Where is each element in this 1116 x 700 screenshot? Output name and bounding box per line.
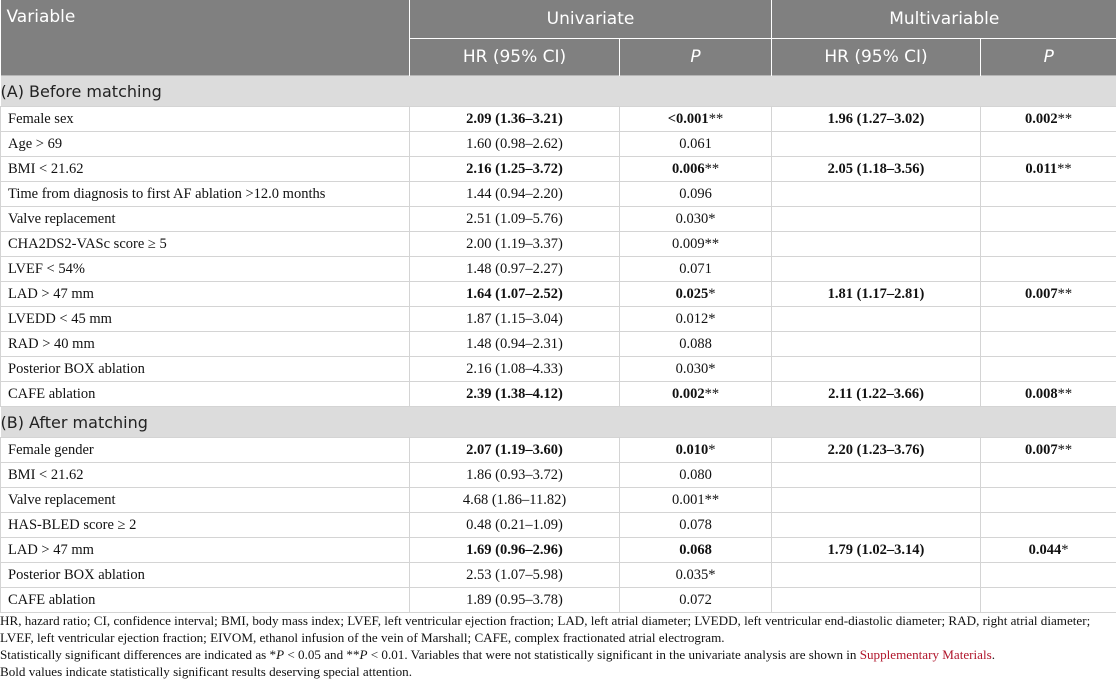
table-row [1,332,1116,357]
univariate-p-cell: 0.025* [620,282,772,307]
variable-cell: CAFE ablation [1,588,410,613]
univariate-hr-cell: 1.60 (0.98–2.62) [410,132,620,157]
multivariable-p-cell: 0.011** [981,157,1116,182]
multivariable-hr-cell [772,588,981,613]
multivariable-p-cell [981,463,1116,488]
multivariable-p-cell: 0.002** [981,107,1116,132]
multivariable-hr-cell [772,463,981,488]
multivariable-hr-cell [772,132,981,157]
multivariable-p-cell [981,488,1116,513]
table-row [1,382,1116,407]
variable-cell: LVEDD < 45 mm [1,307,410,332]
univariate-p-cell: 0.068 [620,538,772,563]
section-header [1,407,1116,438]
table-row [1,488,1116,513]
univariate-p-cell: 0.096 [620,182,772,207]
header-row-1 [1,0,1116,39]
variable-cell: CAFE ablation [1,382,410,407]
table-row [1,182,1116,207]
table-row [1,107,1116,132]
multivariable-p-cell [981,307,1116,332]
univariate-p-cell: 0.061 [620,132,772,157]
multivariable-hr-cell [772,488,981,513]
univariate-hr-cell: 1.48 (0.97–2.27) [410,257,620,282]
variable-cell: BMI < 21.62 [1,463,410,488]
multivariable-p-cell: 0.044* [981,538,1116,563]
table-row [1,282,1116,307]
univariate-hr-cell: 2.39 (1.38–4.12) [410,382,620,407]
univariate-p-cell: 0.030* [620,357,772,382]
univariate-hr-cell: 2.53 (1.07–5.98) [410,563,620,588]
univariate-p-cell: 0.080 [620,463,772,488]
variable-cell: LAD > 47 mm [1,282,410,307]
multivariable-hr-cell: 1.81 (1.17–2.81) [772,282,981,307]
univariate-hr-cell: 2.07 (1.19–3.60) [410,438,620,463]
univariate-hr-cell: 1.64 (1.07–2.52) [410,282,620,307]
variable-cell: Age > 69 [1,132,410,157]
multivariable-hr-cell: 2.11 (1.22–3.66) [772,382,981,407]
univariate-p-cell: 0.072 [620,588,772,613]
table-row [1,513,1116,538]
table-row [1,307,1116,332]
univariate-hr-cell: 1.69 (0.96–2.96) [410,538,620,563]
univariate-hr-cell: 2.00 (1.19–3.37) [410,232,620,257]
multivariable-p-cell [981,182,1116,207]
multivariable-hr-cell [772,257,981,282]
multivariable-p-cell [981,207,1116,232]
header-uni-p: P [620,39,772,76]
univariate-hr-cell: 4.68 (1.86–11.82) [410,488,620,513]
univariate-hr-cell: 1.48 (0.94–2.31) [410,332,620,357]
multivariable-p-cell [981,357,1116,382]
variable-cell: Valve replacement [1,207,410,232]
header-multi-p: P [1043,47,1054,67]
variable-cell: BMI < 21.62 [1,157,410,182]
variable-cell: Female gender [1,438,410,463]
multivariable-hr-cell: 1.79 (1.02–3.14) [772,538,981,563]
variable-cell: Posterior BOX ablation [1,357,410,382]
univariate-p-cell: 0.071 [620,257,772,282]
header-uni-hr: HR (95% CI) [410,39,620,76]
header-variable: Variable [1,0,410,76]
table-row [1,538,1116,563]
table-row [1,563,1116,588]
univariate-p-cell: 0.001** [620,488,772,513]
variable-cell: LAD > 47 mm [1,538,410,563]
multivariable-hr-cell [772,513,981,538]
multivariable-hr-cell [772,332,981,357]
table-footnotes [0,612,1116,680]
multivariable-hr-cell: 1.96 (1.27–3.02) [772,107,981,132]
multivariable-hr-cell [772,563,981,588]
multivariable-p-cell [981,513,1116,538]
header-multivariable: Multivariable [772,0,1116,39]
multivariable-p-cell [981,232,1116,257]
section-header [1,76,1116,107]
univariate-p-cell: 0.088 [620,332,772,357]
univariate-hr-cell: 2.51 (1.09–5.76) [410,207,620,232]
variable-cell: CHA2DS2-VASc score ≥ 5 [1,232,410,257]
multivariable-p-cell [981,132,1116,157]
table-row [1,132,1116,157]
variable-cell: HAS-BLED score ≥ 2 [1,513,410,538]
univariate-p-cell: <0.001** [620,107,772,132]
table-row [1,357,1116,382]
variable-cell: Valve replacement [1,488,410,513]
univariate-hr-cell: 2.16 (1.08–4.33) [410,357,620,382]
univariate-hr-cell: 2.16 (1.25–3.72) [410,157,620,182]
multivariable-hr-cell [772,232,981,257]
header-multi-hr: HR (95% CI) [772,39,981,76]
table-row [1,588,1116,613]
multivariable-p-cell [981,588,1116,613]
section-title: (A) Before matching [1,76,1116,107]
table-row [1,463,1116,488]
univariate-p-cell: 0.002** [620,382,772,407]
table-row [1,438,1116,463]
multivariable-hr-cell [772,307,981,332]
supplementary-materials-link[interactable]: Supplementary Materials [859,647,992,662]
table-row [1,257,1116,282]
multivariable-hr-cell [772,357,981,382]
univariate-hr-cell: 0.48 (0.21–1.09) [410,513,620,538]
univariate-hr-cell: 1.87 (1.15–3.04) [410,307,620,332]
table-row [1,207,1116,232]
univariate-p-cell: 0.078 [620,513,772,538]
multivariable-hr-cell: 2.20 (1.23–3.76) [772,438,981,463]
univariate-p-cell: 0.009** [620,232,772,257]
univariate-p-cell: 0.030* [620,207,772,232]
variable-cell: Female sex [1,107,410,132]
significance-note: Statistically significant differences are indicated as *P < 0.05 and **P < 0.01. Variables that were not statistically significant in the univariate analysis are shown in Supplementary Materials. [0,647,995,662]
multivariable-p-cell [981,257,1116,282]
univariate-p-cell: 0.012* [620,307,772,332]
variable-cell: RAD > 40 mm [1,332,410,357]
univariate-hr-cell: 1.89 (0.95–3.78) [410,588,620,613]
multivariable-p-cell [981,563,1116,588]
multivariable-p-cell: 0.007** [981,438,1116,463]
univariate-hr-cell: 1.86 (0.93–3.72) [410,463,620,488]
univariate-p-cell: 0.006** [620,157,772,182]
header-univariate: Univariate [410,0,772,39]
univariate-hr-cell: 2.09 (1.36–3.21) [410,107,620,132]
multivariable-p-cell [981,332,1116,357]
table-row [1,232,1116,257]
abbreviations-note: HR, hazard ratio; CI, confidence interval; BMI, body mass index; LVEF, left ventricular ejection fraction; LAD, left atrial diameter; LVEDD, left ventricular end-diastolic diameter; RAD, right atrial diameter; LVEF, left ventricular ejection fraction; EIVOM, ethanol infusion of the vein of Marshall; CAFE, complex fractionated atrial electrogram. [0,613,1091,645]
variable-cell: LVEF < 54% [1,257,410,282]
univariate-p-cell: 0.035* [620,563,772,588]
multivariable-hr-cell [772,207,981,232]
variable-cell: Time from diagnosis to first AF ablation >12.0 months [1,182,410,207]
multivariable-hr-cell: 2.05 (1.18–3.56) [772,157,981,182]
table-row [1,157,1116,182]
multivariable-p-cell: 0.007** [981,282,1116,307]
multivariable-p-cell: 0.008** [981,382,1116,407]
section-title: (B) After matching [1,407,1116,438]
bold-note: Bold values indicate statistically significant results deserving special attention. [0,664,412,679]
variable-cell: Posterior BOX ablation [1,563,410,588]
multivariable-hr-cell [772,182,981,207]
univariate-p-cell: 0.010* [620,438,772,463]
univariate-hr-cell: 1.44 (0.94–2.20) [410,182,620,207]
